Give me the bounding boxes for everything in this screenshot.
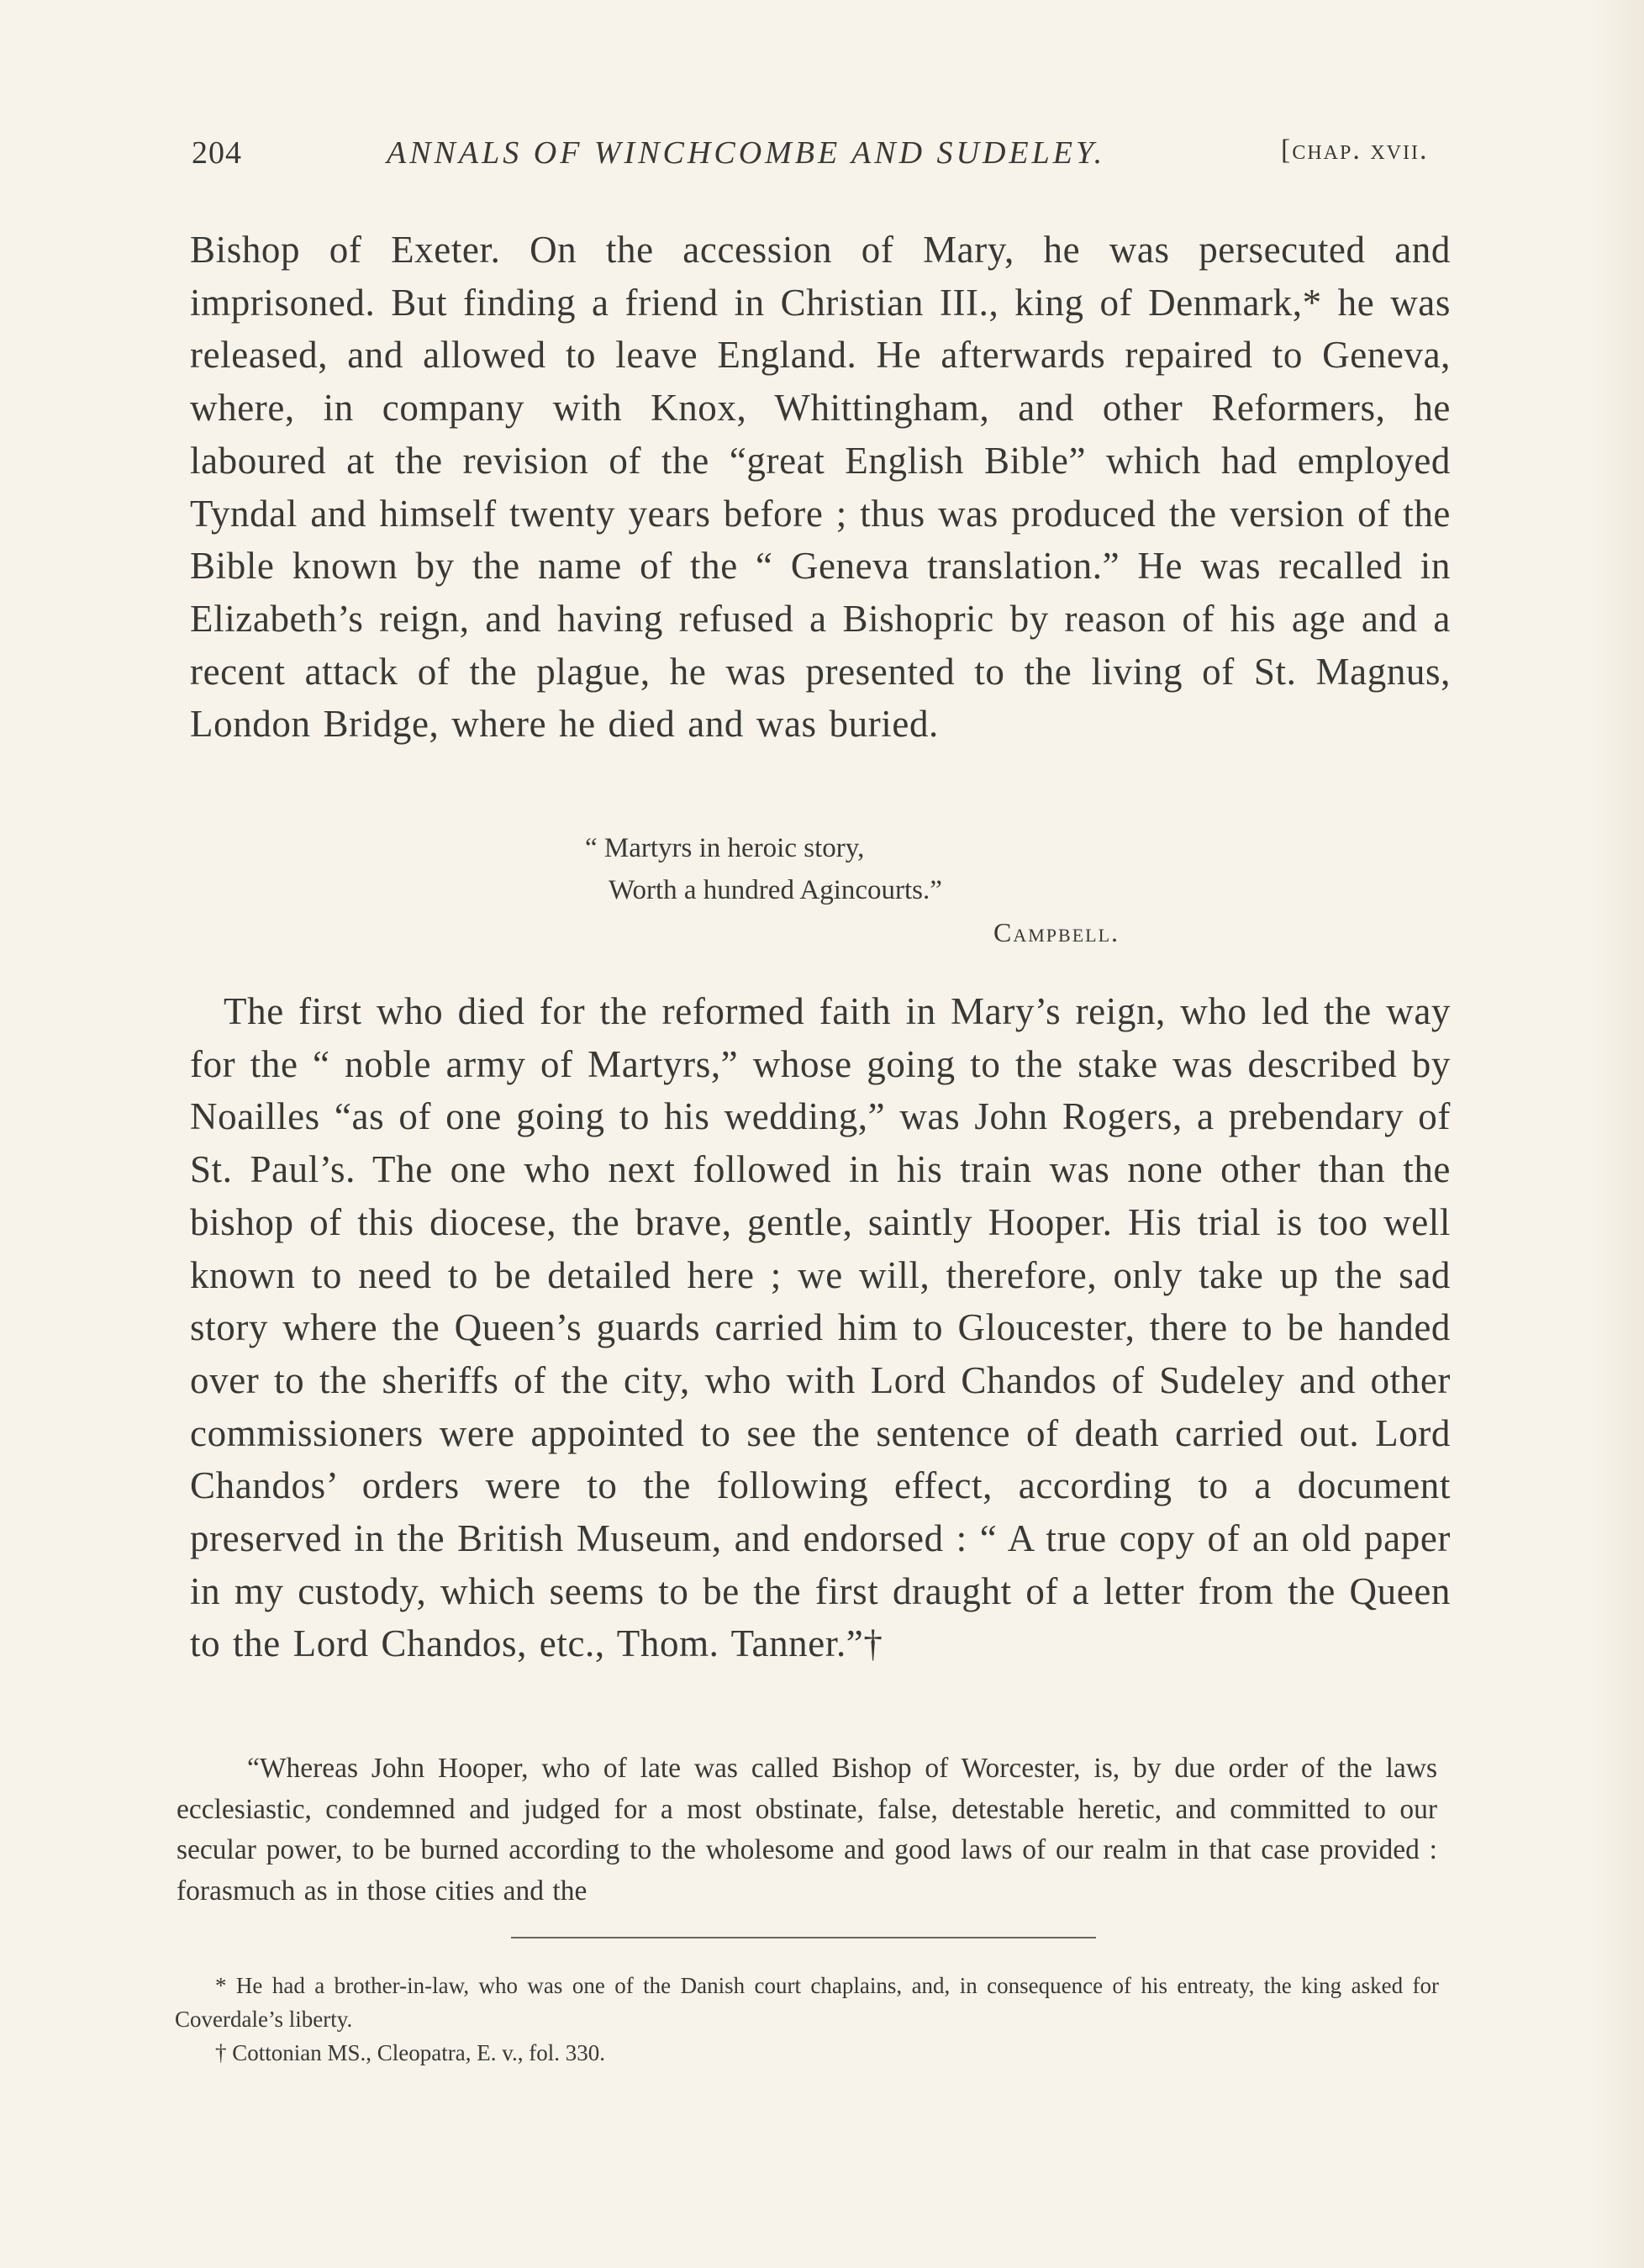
footnote: † Cottonian MS., Cleopatra, E. v., fol. 330.: [215, 2040, 605, 2065]
poem-line: “ Martyrs in heroic story,: [585, 833, 865, 863]
page-header: [192, 134, 1452, 185]
page-edge-shading: [1594, 0, 1644, 2268]
paragraph-coverdale: Bishop of Exeter. On the accession of Mary, he was persecuted and imprisoned. But finding a friend in Christian III., king of Denmark,* he was released, and allowed to leave England. He afterwards repaired to Geneva, where, in company with Knox, Whittingham, and other Reformers, he laboured at the revision of the “great English Bible” which had employed Tyndal and himself twenty years before ; thus was produced the version of the Bible known by the name of the “ Geneva translation.” He was recalled in Elizabeth’s reign, and having refused a Bishopric by reason of his age and a recent attack of the plague, he was presented to the living of St. Magnus, London Bridge, where he died and was buried.: [190, 229, 1451, 746]
epigraph-poem: [585, 827, 1173, 947]
poem-attribution: Campbell.: [993, 917, 1120, 947]
page-number: 204: [192, 135, 242, 171]
paragraph-martyrs: The first who died for the reformed faith in Mary’s reign, who led the way for the “ noble army of Martyrs,” whose going to the stake was described by Noailles “as of one going to his wedding,” was John Rogers, a prebendary of St. Paul’s. The one who next followed in his train was none other than the bishop of this diocese, the brave, gentle, saintly Hooper. His trial is too well known to need to be detailed here ; we will, therefore, only take up the sad story where the Queen’s guards carried him to Gloucester, there to be handed over to the sheriffs of the city, who with Lord Chandos of Sudeley and other commissioners were appointed to see the sentence of death carried out. Lord Chandos’ orders were to the following effect, according to a document preserved in the British Museum, and endorsed : “ A true copy of an old paper in my custody, which seems to be the first draught of a letter from the Queen to the Lord Chandos, etc., Thom. Tanner.”†: [190, 990, 1451, 1665]
footnote: * He had a brother-in-law, who was one of the Danish court chaplains, and, in consequence of his entreaty, the king asked for Coverdale’s liberty.: [175, 1973, 1439, 2032]
block-quotation: “Whereas John Hooper, who of late was called Bishop of Worcester, is, by due order of the laws ecclesiastic, condemned and judged for a most obstinate, false, detestable heretic, and committed to our secular power, to be burned according to the wholesome and good laws of our realm in that case provided : forasmuch as in those cities and the: [177, 1753, 1437, 1907]
footnote-divider: [511, 1937, 1096, 1938]
poem-line: Worth a hundred Agincourts.”: [609, 875, 942, 905]
running-title: ANNALS OF WINCHCOMBE AND SUDELEY.: [387, 135, 1106, 171]
footnotes: [175, 1969, 1439, 2070]
chapter-reference: [chap. xvii.: [1281, 134, 1429, 166]
